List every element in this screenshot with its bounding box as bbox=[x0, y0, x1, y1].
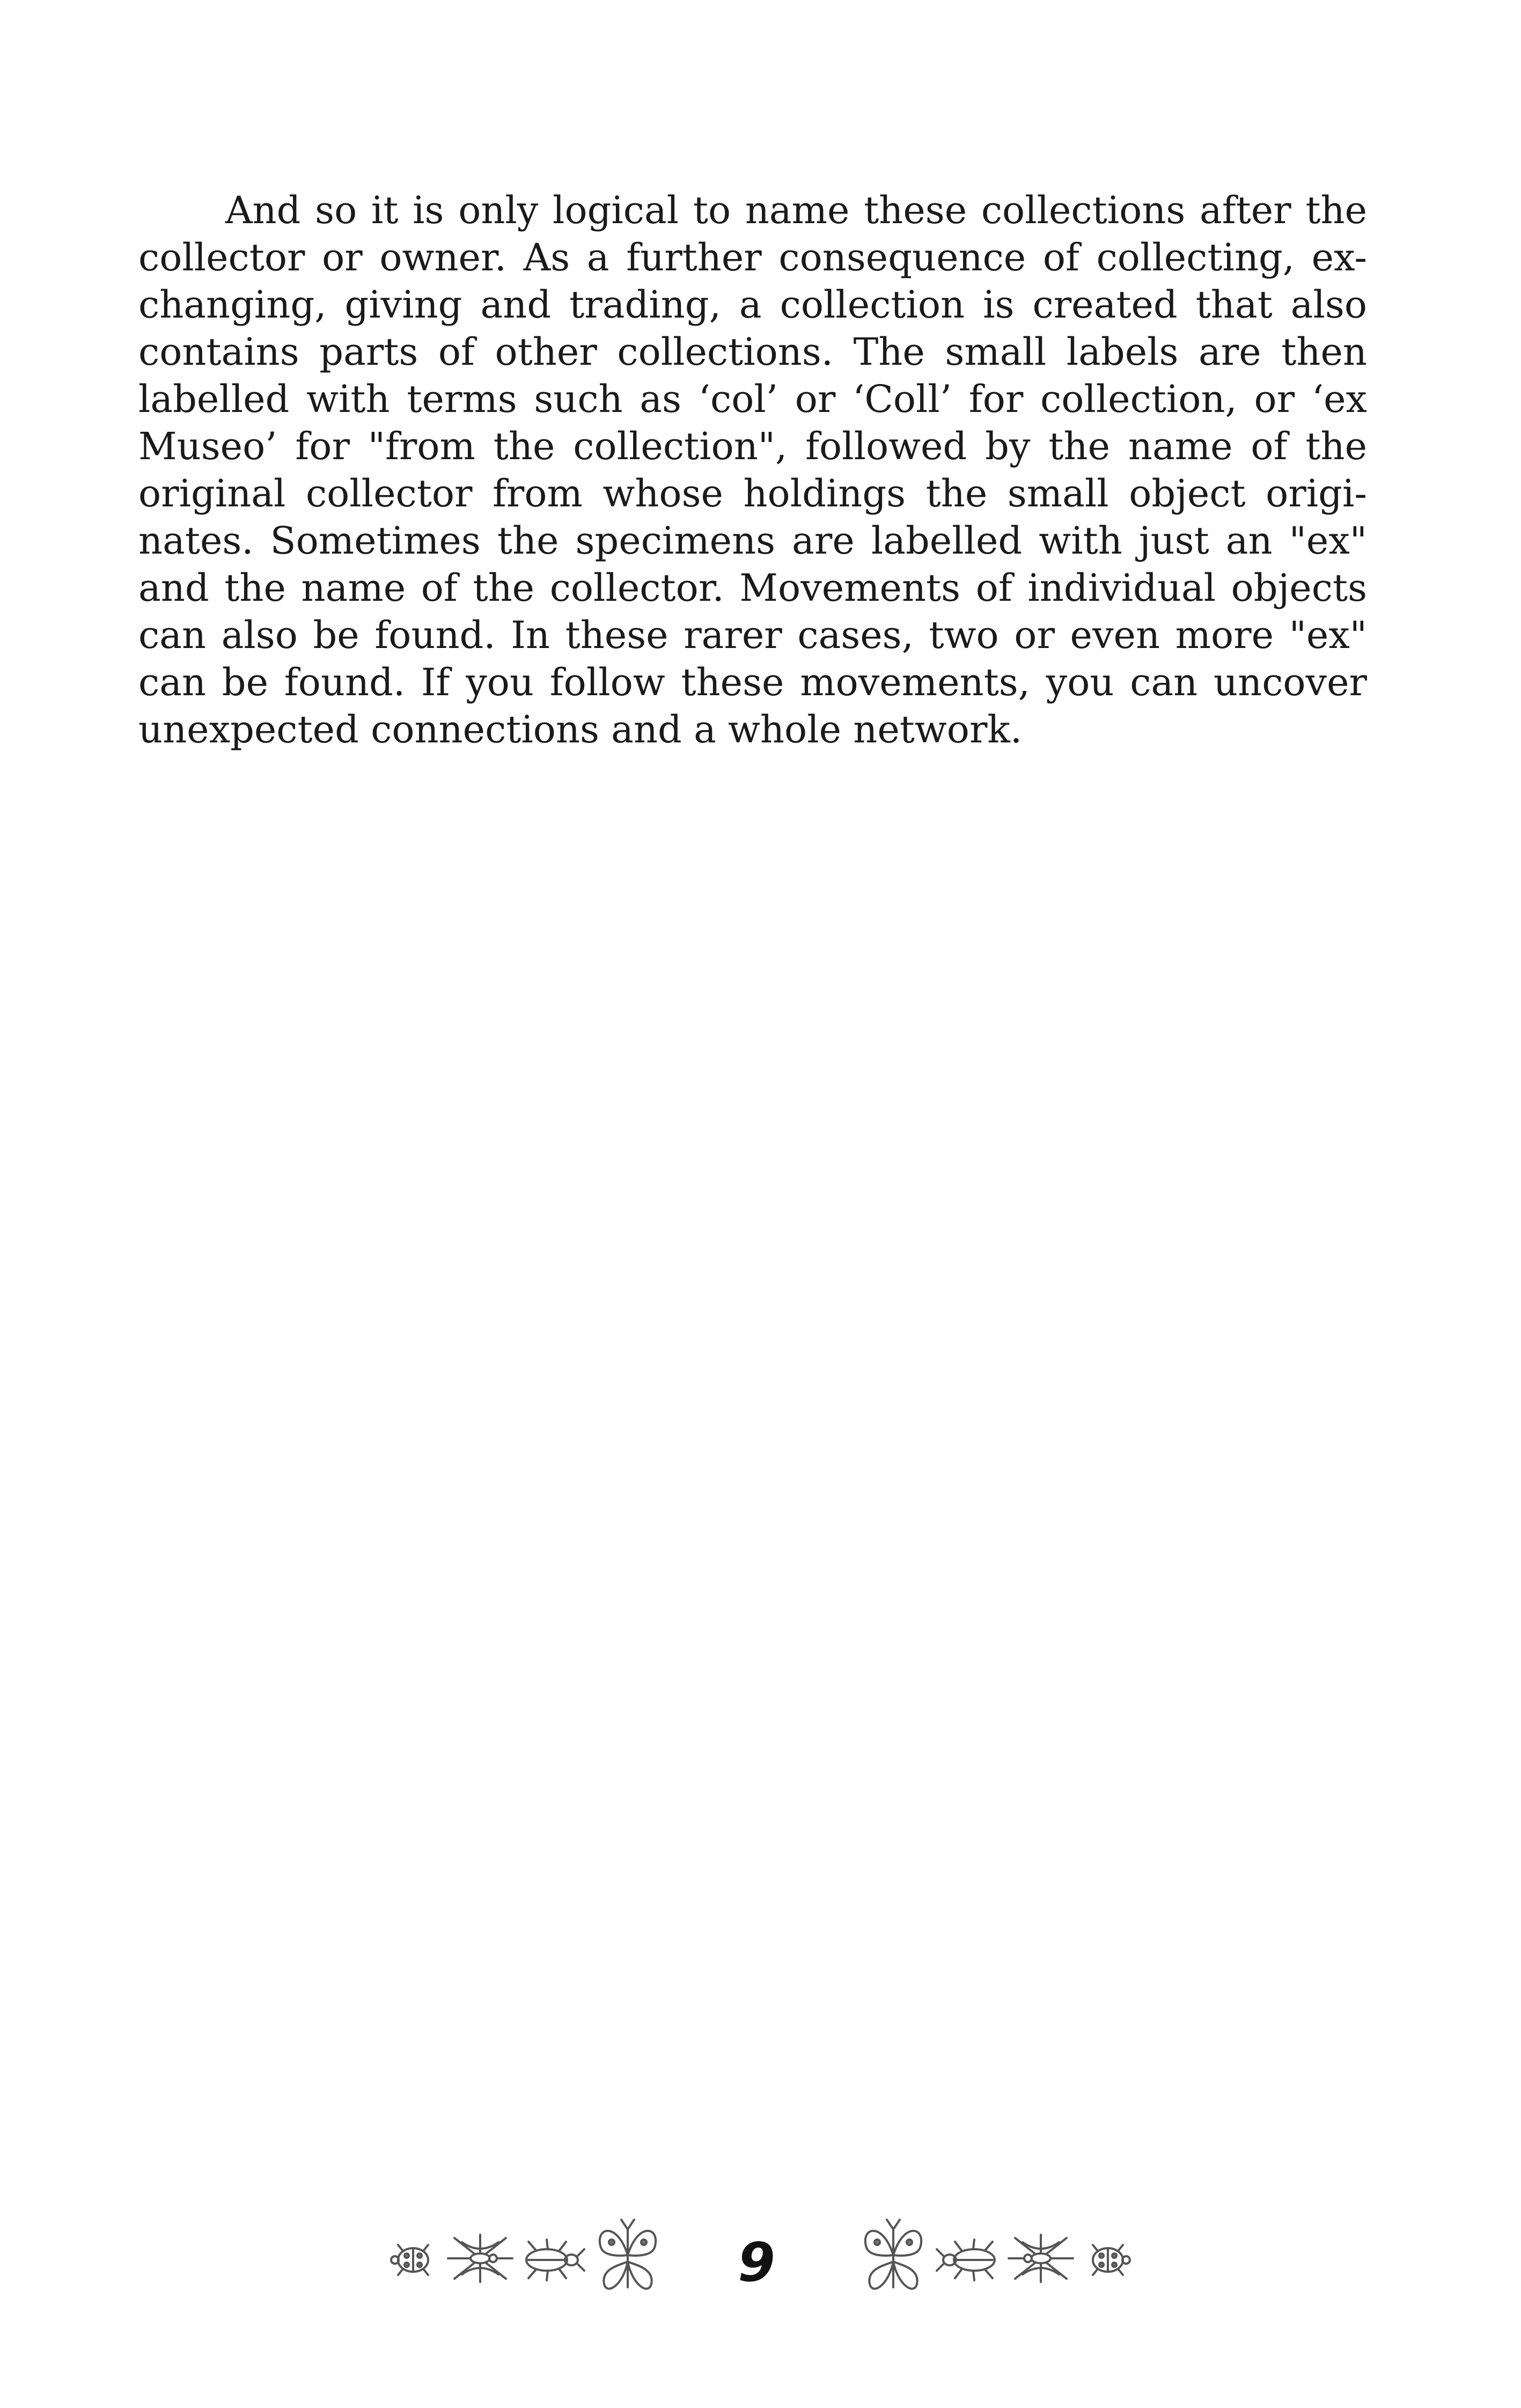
footer-ornament-left bbox=[376, 2205, 676, 2307]
paragraph-line: Museo’ for "from the collection", followed by the name of the bbox=[138, 424, 1367, 468]
butterfly-icon bbox=[865, 2220, 921, 2289]
ladybug-icon bbox=[1093, 2245, 1130, 2275]
paragraph-line: and the name of the collector. Movements of individual objects bbox=[138, 566, 1367, 610]
paragraph-line: can also be found. In these rarer cases, two or even more "ex" bbox=[138, 613, 1367, 657]
paragraph-line: contains parts of other collections. The small labels are then bbox=[138, 330, 1367, 374]
ladybug-icon bbox=[391, 2245, 428, 2275]
paragraph-line: labelled with terms such as ‘col’ or ‘Coll’ for collection, or ‘ex bbox=[138, 377, 1367, 421]
page-number: 9 bbox=[738, 2231, 775, 2294]
beetle-icon bbox=[937, 2240, 995, 2280]
paragraph-line: can be found. If you follow these movements, you can uncover bbox=[138, 660, 1367, 704]
paragraph-line: collector or owner. As a further consequence of collecting, ex- bbox=[138, 235, 1367, 279]
body-paragraph bbox=[138, 187, 1367, 753]
paragraph-line: original collector from whose holdings the small object origi- bbox=[138, 472, 1367, 516]
mosquito-icon bbox=[1009, 2235, 1073, 2282]
paragraph-line: And so it is only logical to name these collections after the bbox=[225, 188, 1367, 232]
footer-ornament-right bbox=[845, 2205, 1145, 2307]
beetle-icon bbox=[526, 2240, 584, 2280]
paragraph-line: unexpected connections and a whole network. bbox=[138, 708, 1023, 752]
butterfly-icon bbox=[600, 2220, 656, 2289]
paragraph-line: nates. Sometimes the specimens are labelled with just an "ex" bbox=[138, 519, 1367, 563]
paragraph-line: changing, giving and trading, a collection is created that also bbox=[138, 283, 1367, 327]
mosquito-icon bbox=[448, 2235, 512, 2282]
page-footer bbox=[0, 2205, 1521, 2307]
